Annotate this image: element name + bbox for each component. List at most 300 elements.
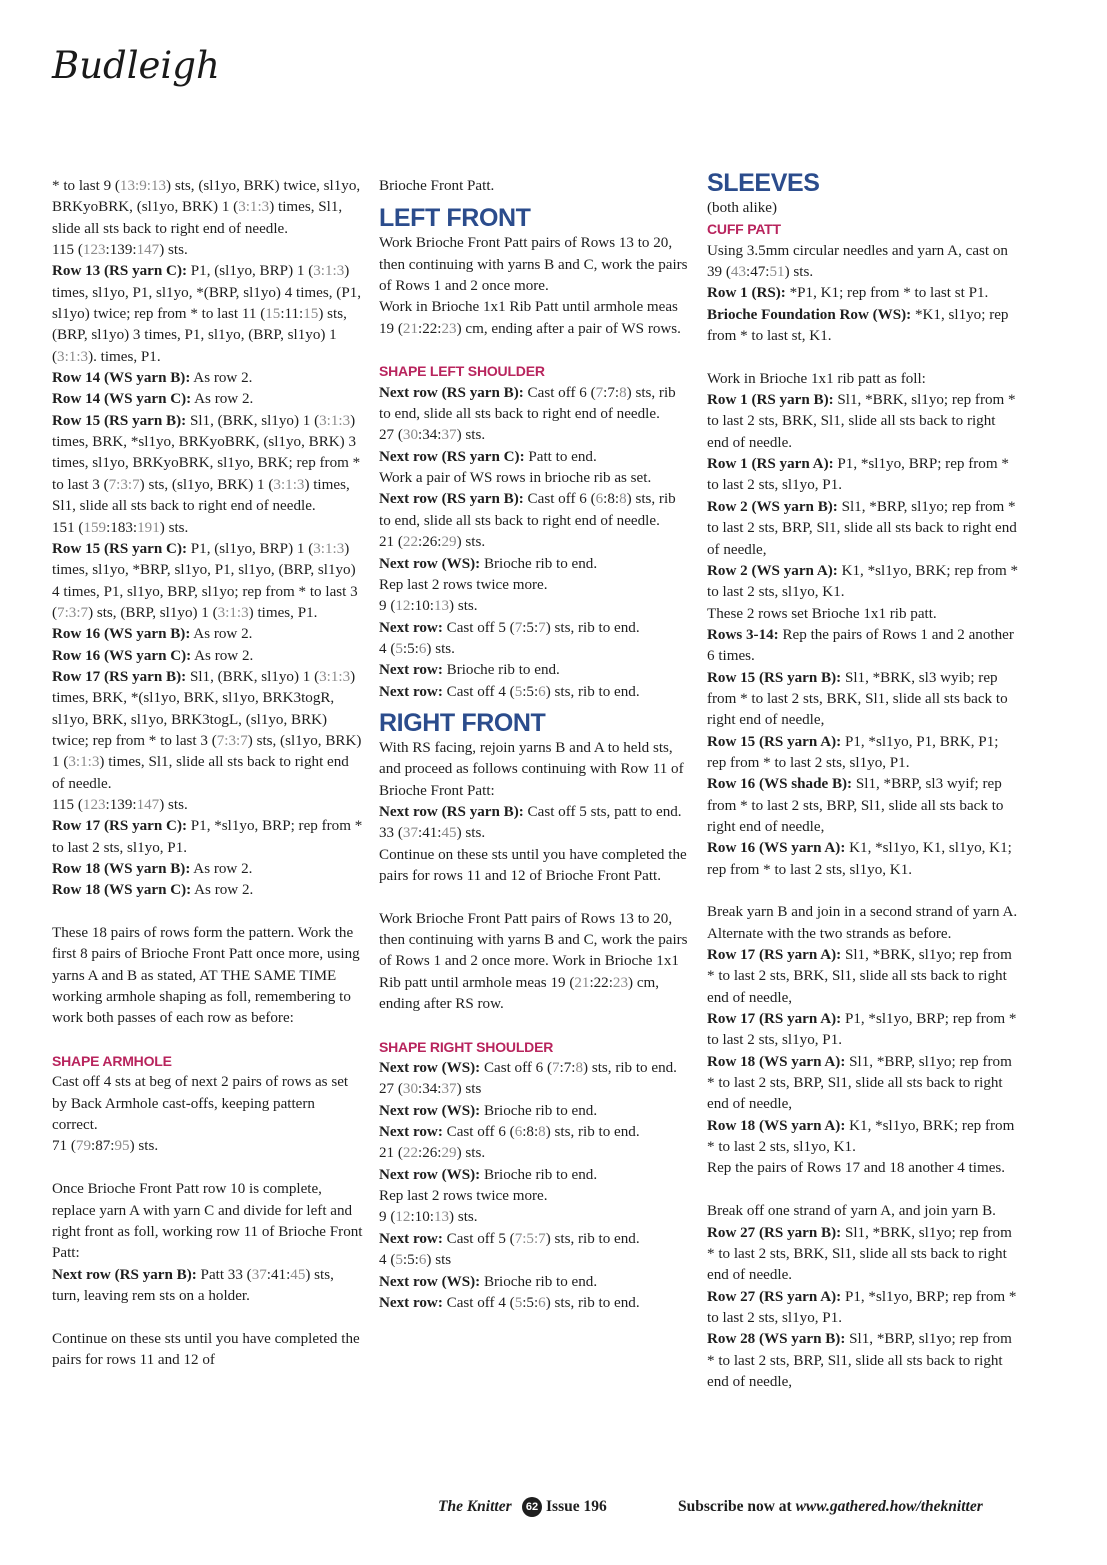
size-value: 8 bbox=[575, 1060, 584, 1077]
page-number-badge: 62 bbox=[522, 1497, 542, 1517]
text-run: Cast off 4 sts at beg of next 2 pairs of rows as set by Back Armhole cast-offs, keeping pattern correct. bbox=[52, 1074, 349, 1134]
size-value: 37 bbox=[441, 1081, 457, 1098]
text-run: ) cm, ending after RS row. bbox=[379, 974, 660, 1013]
instruction-paragraph bbox=[379, 1165, 691, 1186]
text-run: 151 ( bbox=[52, 519, 84, 536]
size-value: 15 bbox=[265, 306, 281, 323]
size-value: 5 bbox=[514, 1294, 523, 1311]
text-run: :5: bbox=[522, 1294, 539, 1311]
text-run: :26: bbox=[418, 534, 442, 551]
size-value: 12 bbox=[395, 598, 411, 615]
text-run: As row 2. bbox=[190, 370, 253, 387]
instruction-paragraph bbox=[707, 241, 1019, 284]
size-value: 7 bbox=[514, 619, 523, 636]
instruction-paragraph bbox=[379, 596, 691, 617]
row-label: Row 27 (RS yarn A): bbox=[707, 1288, 842, 1305]
instruction-paragraph bbox=[379, 1079, 691, 1100]
text-run: Patt to end. bbox=[524, 448, 597, 465]
instruction-paragraph bbox=[52, 795, 364, 816]
text-run: Sl1, *BRK, sl1yo; rep from * to last 2 sts, BRK, Sl1, slide all sts back to right end of needle. bbox=[707, 1224, 1012, 1284]
size-value: 37 bbox=[441, 427, 457, 444]
instruction-paragraph bbox=[379, 1058, 691, 1079]
text-run: * to last 9 ( bbox=[52, 178, 120, 194]
size-value: 123 bbox=[82, 796, 106, 813]
instruction-paragraph bbox=[707, 625, 1019, 668]
size-value: 6 bbox=[418, 1252, 427, 1269]
text-run: ) sts, (sl1yo, BRK) twice, sl1yo, BRKyoBRK, (sl1yo, BRK) 1 ( bbox=[52, 178, 361, 216]
size-value: 6 bbox=[514, 1124, 523, 1141]
page-title: Budleigh bbox=[52, 44, 220, 87]
size-value: 3:1:3 bbox=[313, 540, 345, 557]
instruction-paragraph bbox=[379, 447, 691, 468]
row-label: Row 18 (WS yarn A): bbox=[707, 1053, 846, 1070]
text-run: Cast off 6 ( bbox=[442, 1124, 515, 1141]
text-run: Patt 33 ( bbox=[196, 1266, 252, 1283]
size-value: 37 bbox=[251, 1266, 267, 1283]
instruction-paragraph bbox=[379, 845, 691, 888]
row-label: Row 16 (WS shade B): bbox=[707, 776, 853, 793]
text-run: ) sts bbox=[426, 1252, 452, 1269]
row-label: Next row (WS): bbox=[379, 1273, 481, 1290]
text-run: Sl1, *BRP, sl3 wyif; rep from * to last 2 sts, BRP, Sl1, slide all sts back to right end of needle, bbox=[707, 776, 1004, 835]
paragraph-spacer bbox=[52, 902, 364, 923]
row-label: Row 14 (WS yarn C): bbox=[52, 391, 192, 408]
text-run: Sl1, (BRK, sl1yo) 1 ( bbox=[186, 668, 320, 685]
text-run: :87: bbox=[91, 1138, 115, 1155]
instruction-paragraph bbox=[707, 390, 1019, 454]
text-run: P1, *sl1yo, BRP; rep from * to last 2 sts, sl1yo, P1. bbox=[707, 1011, 1017, 1049]
text-run: Work Brioche Front Patt pairs of Rows 13 to 20, then continuing with yarns B and C, work the pairs of Rows 1 and 2 once more. Work in Brioche 1x1 Rib patt until armhole meas 19 ( bbox=[379, 910, 688, 991]
instruction-paragraph bbox=[379, 233, 691, 297]
text-run: ) sts. bbox=[159, 796, 188, 813]
instruction-paragraph bbox=[52, 624, 364, 645]
size-value: 7 bbox=[595, 384, 604, 401]
text-run: ) sts. bbox=[456, 825, 486, 842]
text-run: :10: bbox=[410, 598, 434, 615]
row-label: Row 16 (WS yarn A): bbox=[707, 840, 846, 857]
text-run: Continue on these sts until you have completed the pairs for rows 11 and 12 of Brioche Front Patt. bbox=[379, 846, 687, 884]
text-run: :34: bbox=[418, 1081, 442, 1098]
text-run: :41: bbox=[418, 825, 442, 842]
row-label: Row 17 (RS yarn B): bbox=[52, 668, 187, 685]
instruction-paragraph bbox=[52, 176, 364, 240]
text-run: ) times, BRK, *sl1yo, BRKyoBRK, (sl1yo, BRK) 3 times, sl1yo, BRKyoBRK, sl1yo, BRK; rep from * to last 3 ( bbox=[52, 412, 361, 493]
subsection-heading: CUFF PATT bbox=[707, 221, 781, 238]
text-run: P1, *sl1yo, BRP; rep from * to last 2 sts, sl1yo, P1. bbox=[707, 1288, 1017, 1326]
size-value: 3:1:3 bbox=[319, 412, 351, 429]
text-run: Cast off 5 ( bbox=[442, 619, 515, 636]
section-heading: LEFT FRONT bbox=[379, 204, 531, 233]
size-value: 8 bbox=[619, 491, 627, 508]
text-run: K1, *sl1yo, BRK; rep from * to last 2 sts, sl1yo, K1. bbox=[707, 1117, 1015, 1156]
row-label: Row 13 (RS yarn C): bbox=[52, 263, 187, 280]
text-run: Using 3.5mm circular needles and yarn A, cast on 39 ( bbox=[707, 242, 1008, 281]
size-value: 15 bbox=[303, 306, 319, 323]
row-label: Next row (RS yarn B): bbox=[379, 803, 524, 820]
text-run: ) times, Sl1, slide all sts back to right end of needle. bbox=[52, 754, 349, 792]
row-label: Next row (WS): bbox=[379, 555, 481, 572]
text-run: Sl1, *BRP, sl1yo; rep from * to last 2 sts, BRP, Sl1, slide all sts back to right end of needle, bbox=[707, 498, 1017, 558]
instruction-paragraph bbox=[707, 497, 1019, 561]
text-run: Sl1, *BRK, sl1yo; rep from * to last 2 sts, BRK, Sl1, slide all sts back to right end of needle, bbox=[707, 947, 1012, 1006]
text-run: Cast off 6 ( bbox=[480, 1060, 552, 1077]
text-run: ) sts, rib to end. bbox=[545, 683, 640, 700]
size-value: 29 bbox=[441, 1145, 457, 1162]
row-label: Row 28 (WS yarn B): bbox=[707, 1331, 846, 1348]
size-value: 7:3:7 bbox=[108, 476, 140, 493]
text-run: Rep the pairs of Rows 1 and 2 another 6 times. bbox=[707, 626, 1014, 665]
size-value: 7 bbox=[538, 619, 546, 636]
size-value: 43 bbox=[730, 264, 746, 281]
row-label: Row 2 (WS yarn A): bbox=[707, 562, 838, 579]
row-label: Next row (WS): bbox=[379, 1060, 481, 1077]
text-run: :22: bbox=[418, 320, 442, 337]
text-run: Brioche rib to end. bbox=[442, 662, 560, 679]
instruction-paragraph bbox=[379, 639, 691, 660]
size-value: 6 bbox=[595, 491, 604, 508]
size-value: 3:1:3 bbox=[319, 668, 351, 685]
paragraph-spacer bbox=[379, 340, 691, 361]
text-run: Cast off 4 ( bbox=[442, 683, 515, 700]
text-run: :41: bbox=[266, 1266, 291, 1283]
text-run: ) times, Sl1, slide all sts back to right end of needle. bbox=[52, 199, 343, 237]
text-run: Break off one strand of yarn A, and join yarn B. bbox=[707, 1203, 996, 1220]
text-run: 115 ( bbox=[52, 242, 83, 259]
text-run: :7: bbox=[559, 1060, 576, 1077]
text-run: :5: bbox=[522, 683, 539, 700]
instruction-paragraph bbox=[379, 554, 691, 575]
instruction-paragraph bbox=[52, 1072, 364, 1136]
text-run: ) sts. bbox=[426, 640, 455, 657]
text-run: Brioche Front Patt. bbox=[379, 178, 495, 194]
text-run: Work in Brioche 1x1 rib patt as foll: bbox=[707, 370, 926, 387]
row-label: Row 18 (WS yarn B): bbox=[52, 861, 191, 877]
size-value: 23 bbox=[612, 974, 629, 991]
instruction-paragraph bbox=[707, 774, 1019, 838]
text-run: :139: bbox=[105, 796, 137, 813]
instruction-paragraph bbox=[707, 1201, 1019, 1222]
text-run: As row 2. bbox=[191, 391, 254, 408]
text-run: Sl1, (BRK, sl1yo) 1 ( bbox=[186, 412, 320, 429]
row-label: Row 1 (RS yarn B): bbox=[707, 392, 834, 409]
row-label: Row 17 (RS yarn C): bbox=[52, 818, 187, 835]
paragraph-spacer bbox=[707, 347, 1019, 368]
size-value: 30 bbox=[402, 1081, 418, 1098]
text-run: *P1, K1; rep from * to last st P1. bbox=[785, 285, 989, 302]
instruction-paragraph bbox=[707, 1223, 1019, 1287]
size-value: 79 bbox=[75, 1138, 91, 1155]
instruction-paragraph bbox=[379, 425, 691, 446]
footer-subscribe-url[interactable]: www.gathered.how/theknitter bbox=[795, 1498, 983, 1515]
instruction-paragraph bbox=[707, 1052, 1019, 1116]
instruction-paragraph bbox=[707, 945, 1019, 1009]
size-value: 6 bbox=[418, 640, 427, 657]
text-run: K1, *sl1yo, BRK; rep from * to last 2 sts, sl1yo, K1. bbox=[707, 562, 1019, 601]
size-value: 3:1:3 bbox=[68, 754, 100, 771]
size-value: 12 bbox=[395, 1209, 411, 1226]
text-run: Cast off 4 ( bbox=[442, 1294, 515, 1311]
row-label: Next row: bbox=[379, 1294, 443, 1311]
instruction-paragraph bbox=[379, 1250, 691, 1271]
text-run: *K1, sl1yo; rep from * to last st, K1. bbox=[707, 306, 1009, 345]
text-run: 27 ( bbox=[379, 427, 403, 444]
text-run: ) times, P1. bbox=[248, 604, 318, 621]
instruction-paragraph bbox=[379, 1293, 691, 1314]
footer-subscribe bbox=[678, 1498, 983, 1516]
text-run: P1, *sl1yo, BRP; rep from * to last 2 sts, sl1yo, P1. bbox=[707, 456, 1009, 494]
row-label: Row 18 (WS yarn A): bbox=[707, 1117, 846, 1134]
text-run: Sl1, *BRP, sl1yo; rep from * to last 2 sts, BRP, Sl1, slide all sts back to right end of needle, bbox=[707, 1053, 1012, 1113]
text-run: Continue on these sts until you have completed the pairs for rows 11 and 12 of bbox=[52, 1330, 360, 1368]
text-run: P1, (sl1yo, BRP) 1 ( bbox=[187, 540, 314, 557]
size-value: 45 bbox=[290, 1266, 306, 1283]
text-run: ) times, Sl1, slide all sts back to right end of needle. bbox=[52, 476, 350, 515]
size-value: 7:3:7 bbox=[216, 732, 248, 749]
text-run: ) sts, rib to end. bbox=[545, 619, 640, 636]
size-value: 6 bbox=[538, 1294, 546, 1311]
text-column-1 bbox=[52, 176, 364, 1371]
text-run: ) cm, ending after a pair of WS rows. bbox=[456, 320, 681, 337]
row-label: Row 14 (WS yarn B): bbox=[52, 370, 191, 387]
text-run: 21 ( bbox=[379, 1145, 403, 1162]
row-label: Next row (RS yarn B): bbox=[379, 384, 524, 401]
size-value: 13 bbox=[433, 598, 450, 615]
row-label: Next row: bbox=[379, 1230, 443, 1247]
text-run: Work in Brioche 1x1 Rib Patt until armhole meas 19 ( bbox=[379, 299, 678, 337]
size-value: 29 bbox=[441, 534, 457, 551]
text-run: ) sts, rib to end. bbox=[545, 1230, 640, 1247]
text-run: 9 ( bbox=[379, 1209, 396, 1226]
text-run: Brioche rib to end. bbox=[480, 1102, 598, 1119]
size-value: 22 bbox=[402, 534, 418, 551]
instruction-paragraph bbox=[52, 816, 364, 859]
instruction-paragraph bbox=[379, 1143, 691, 1164]
section-heading: RIGHT FRONT bbox=[379, 708, 546, 737]
instruction-paragraph bbox=[707, 1287, 1019, 1330]
text-run: :183: bbox=[106, 519, 138, 536]
instruction-paragraph bbox=[379, 682, 691, 703]
row-label: Row 2 (WS yarn B): bbox=[707, 498, 838, 515]
size-value: 5 bbox=[514, 683, 523, 700]
instruction-paragraph bbox=[52, 1136, 364, 1157]
instruction-paragraph bbox=[707, 1329, 1019, 1393]
text-run: ) sts, rib to end, slide all sts back to right end of needle. bbox=[379, 491, 676, 529]
text-run: :26: bbox=[418, 1145, 442, 1162]
instruction-paragraph bbox=[52, 1179, 364, 1264]
row-label: Rows 3-14: bbox=[707, 626, 779, 643]
size-value: 191 bbox=[137, 519, 160, 536]
paragraph-spacer bbox=[52, 1158, 364, 1179]
size-value: 45 bbox=[441, 825, 457, 842]
size-value: 5 bbox=[395, 1252, 403, 1269]
text-run: Rep last 2 rows twice more. bbox=[379, 576, 548, 593]
instruction-paragraph bbox=[707, 305, 1019, 348]
instruction-paragraph bbox=[379, 383, 691, 426]
size-value: 13:9:13 bbox=[119, 178, 167, 194]
text-run: ) sts, rib to end. bbox=[583, 1060, 677, 1077]
text-run: K1, *sl1yo, K1, sl1yo, K1; rep from * to last 2 sts, sl1yo, K1. bbox=[707, 840, 1012, 878]
instruction-paragraph bbox=[52, 646, 364, 667]
row-label: Next row: bbox=[379, 683, 443, 700]
instruction-paragraph bbox=[707, 668, 1019, 732]
row-label: Row 15 (RS yarn B): bbox=[707, 669, 842, 686]
text-run: :139: bbox=[105, 242, 137, 259]
instruction-paragraph bbox=[379, 489, 691, 532]
text-run: Sl1, *BRK, sl3 wyib; rep from * to last 2 sts, BRK, Sl1, slide all sts back to right end of needle, bbox=[707, 669, 1008, 729]
text-run: ) sts bbox=[456, 1081, 482, 1098]
text-run: 21 ( bbox=[379, 534, 403, 551]
size-value: 7:3:7 bbox=[57, 604, 89, 621]
text-run: 71 ( bbox=[52, 1138, 76, 1155]
row-label: Next row (WS): bbox=[379, 1166, 481, 1183]
text-run: ) sts, (BRP, sl1yo) 1 ( bbox=[88, 604, 218, 621]
text-run: :11: bbox=[280, 306, 304, 323]
instruction-paragraph bbox=[707, 838, 1019, 881]
text-run: Work Brioche Front Patt pairs of Rows 13 to 20, then continuing with yarns B and C, work the pairs of Rows 1 and 2 once more. bbox=[379, 235, 688, 295]
text-run: :5: bbox=[402, 1252, 419, 1269]
instruction-paragraph bbox=[707, 604, 1019, 625]
text-run: ) sts. bbox=[449, 1209, 478, 1226]
size-value: 8 bbox=[538, 1124, 546, 1141]
instruction-paragraph bbox=[707, 732, 1019, 775]
text-run: 115 ( bbox=[52, 796, 83, 813]
text-run: 4 ( bbox=[379, 640, 396, 657]
size-value: 21 bbox=[574, 974, 590, 991]
text-run: :7: bbox=[603, 384, 620, 401]
text-run: ) sts, (BRP, sl1yo) 3 times, P1, sl1yo, (BRP, sl1yo) 1 ( bbox=[52, 306, 347, 365]
instruction-paragraph bbox=[707, 369, 1019, 390]
row-label: Next row (RS yarn B): bbox=[52, 1266, 197, 1283]
row-label: Row 15 (RS yarn C): bbox=[52, 540, 187, 557]
size-value: 23 bbox=[441, 320, 457, 337]
text-run: Work a pair of WS rows in brioche rib as set. bbox=[379, 470, 652, 487]
size-value: 3:1:3 bbox=[273, 476, 305, 493]
paragraph-spacer bbox=[52, 1307, 364, 1328]
instruction-paragraph bbox=[379, 802, 691, 823]
text-run: ) sts, rib to end, slide all sts back to right end of needle. bbox=[379, 384, 676, 423]
text-run: Once Brioche Front Patt row 10 is complete, replace yarn A with yarn C and divide for left and right front as foll, working row 11 of Brioche Front Patt: bbox=[52, 1181, 363, 1262]
row-label: Row 18 (WS yarn C): bbox=[52, 882, 192, 899]
text-run: 27 ( bbox=[379, 1081, 403, 1098]
text-run: These 18 pairs of rows form the pattern. Work the first 8 pairs of Brioche Front Patt once more, using yarns A and B as stated, AT THE SAME TIME working armhole shaping as foll, remembering to work both passes of each row as before: bbox=[52, 925, 360, 1027]
text-run: P1, (sl1yo, BRP) 1 ( bbox=[187, 263, 314, 280]
text-run: As row 2. bbox=[190, 626, 253, 643]
text-run: ) sts. bbox=[456, 1145, 486, 1162]
row-label: Next row: bbox=[379, 662, 443, 679]
text-run: ) sts. bbox=[456, 427, 486, 444]
row-label: Row 1 (RS yarn A): bbox=[707, 456, 834, 473]
size-value: 7 bbox=[552, 1060, 560, 1077]
paragraph-spacer bbox=[379, 1015, 691, 1036]
instruction-paragraph bbox=[52, 880, 364, 901]
instruction-paragraph bbox=[379, 909, 691, 1016]
instruction-paragraph bbox=[379, 468, 691, 489]
size-value: 30 bbox=[402, 427, 418, 444]
text-run: :8: bbox=[522, 1124, 539, 1141]
text-run: P1, *sl1yo, P1, BRK, P1; rep from * to last 2 sts, sl1yo, P1. bbox=[707, 733, 999, 771]
page-footer bbox=[438, 1496, 1018, 1522]
instruction-paragraph bbox=[707, 283, 1019, 304]
text-run: (both alike) bbox=[707, 200, 777, 216]
size-value: 95 bbox=[114, 1138, 130, 1155]
text-column-2 bbox=[379, 176, 691, 1314]
text-run: As row 2. bbox=[191, 647, 254, 664]
text-run: :47: bbox=[746, 264, 770, 281]
size-value: 13 bbox=[433, 1209, 450, 1226]
text-run: Sl1, *BRP, sl1yo; rep from * to last 2 sts, BRP, Sl1, slide all sts back to right end of needle, bbox=[707, 1331, 1012, 1390]
row-label: Row 27 (RS yarn B): bbox=[707, 1224, 842, 1241]
text-run: ) sts, turn, leaving rem sts on a holder. bbox=[52, 1266, 334, 1304]
instruction-paragraph bbox=[379, 532, 691, 553]
instruction-paragraph bbox=[52, 240, 364, 261]
instruction-paragraph bbox=[52, 518, 364, 539]
text-run: P1, *sl1yo, BRP; rep from * to last 2 sts, sl1yo, P1. bbox=[52, 818, 363, 856]
instruction-paragraph bbox=[52, 859, 364, 880]
instruction-paragraph bbox=[379, 1122, 691, 1143]
instruction-paragraph bbox=[707, 1158, 1019, 1179]
row-label: Next row: bbox=[379, 1124, 443, 1141]
subsection-heading: SHAPE LEFT SHOULDER bbox=[379, 363, 545, 380]
instruction-paragraph bbox=[52, 923, 364, 1030]
row-label: Row 16 (WS yarn C): bbox=[52, 647, 192, 664]
row-label: Next row (RS yarn C): bbox=[379, 448, 525, 465]
instruction-paragraph bbox=[379, 297, 691, 340]
text-run: ) sts, rib to end. bbox=[545, 1124, 640, 1141]
instruction-paragraph bbox=[52, 261, 364, 368]
instruction-paragraph bbox=[707, 902, 1019, 945]
text-run: :5: bbox=[402, 640, 419, 657]
instruction-paragraph bbox=[379, 1207, 691, 1228]
paragraph-spacer bbox=[707, 1180, 1019, 1201]
row-label: Next row: bbox=[379, 619, 443, 636]
size-value: 21 bbox=[402, 320, 418, 337]
instruction-paragraph bbox=[379, 1229, 691, 1250]
text-run: ). times, P1. bbox=[88, 348, 161, 365]
text-run: 4 ( bbox=[379, 1252, 396, 1269]
text-run: Rep last 2 rows twice more. bbox=[379, 1188, 548, 1205]
text-run: 9 ( bbox=[379, 598, 396, 615]
size-value: 7:5:7 bbox=[514, 1230, 546, 1247]
instruction-paragraph bbox=[379, 660, 691, 681]
row-label: Row 16 (WS yarn B): bbox=[52, 626, 191, 643]
text-run: ) times, sl1yo, P1, sl1yo, *(BRP, sl1yo) 4 times, (P1, sl1yo) twice; rep from * to last 11 ( bbox=[52, 263, 362, 323]
size-value: 6 bbox=[538, 683, 546, 700]
size-value: 5 bbox=[395, 640, 403, 657]
text-run: ) times, sl1yo, *BRP, sl1yo, P1, sl1yo, (BRP, sl1yo) 4 times, P1, sl1yo, BRP, sl1yo; rep from * to last 3 ( bbox=[52, 540, 358, 621]
text-run: :22: bbox=[589, 974, 613, 991]
instruction-paragraph bbox=[707, 1009, 1019, 1052]
instruction-paragraph bbox=[52, 411, 364, 518]
instruction-paragraph bbox=[52, 539, 364, 624]
text-run: :34: bbox=[418, 427, 442, 444]
instruction-paragraph bbox=[52, 1329, 364, 1372]
size-value: 147 bbox=[136, 796, 160, 813]
section-heading: SLEEVES bbox=[707, 169, 820, 197]
instruction-paragraph bbox=[52, 368, 364, 389]
text-run: These 2 rows set Brioche 1x1 rib patt. bbox=[707, 605, 937, 622]
row-label: Next row (WS): bbox=[379, 1102, 481, 1119]
instruction-paragraph bbox=[379, 618, 691, 639]
row-label: Row 1 (RS): bbox=[707, 285, 786, 302]
size-value: 8 bbox=[619, 384, 627, 401]
paragraph-spacer bbox=[379, 887, 691, 908]
size-value: 22 bbox=[402, 1145, 418, 1162]
instruction-paragraph bbox=[52, 667, 364, 795]
size-value: 3:1:3 bbox=[217, 604, 249, 621]
text-run: Cast off 5 sts, patt to end. bbox=[523, 803, 682, 820]
instruction-paragraph bbox=[379, 738, 691, 802]
instruction-paragraph bbox=[379, 1101, 691, 1122]
